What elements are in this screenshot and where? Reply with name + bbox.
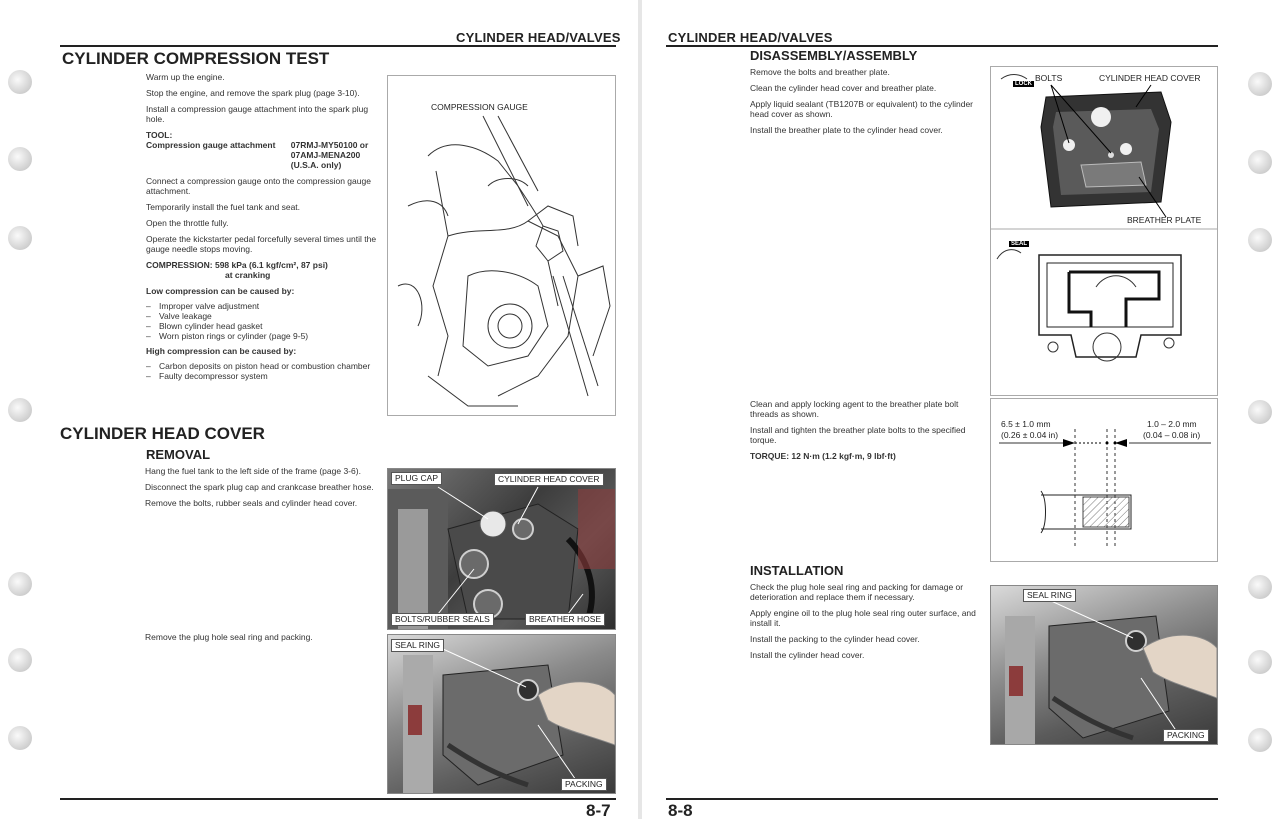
compression-steps xyxy=(146,72,382,381)
photo-label: PLUG CAP xyxy=(391,472,442,485)
binder-hole xyxy=(8,147,32,171)
disassembly-steps xyxy=(750,67,984,135)
tool-heading: TOOL: xyxy=(146,130,173,140)
tool-part: 07RMJ-MY50100 or 07AMJ-MENA200 (U.S.A. only) xyxy=(290,140,369,170)
step-text: Open the throttle fully. xyxy=(146,218,229,228)
step-text: Hang the fuel tank to the left side of the frame (page 3-6). xyxy=(145,466,361,476)
binder-hole xyxy=(8,648,32,672)
installation-photo xyxy=(990,585,1218,745)
photo-label: BOLTS/RUBBER SEALS xyxy=(391,613,494,626)
step-text: Disconnect the spark plug cap and crankcase breather hose. xyxy=(145,482,374,492)
photo-label: SEAL RING xyxy=(391,639,444,652)
list-item: – Worn piston rings or cylinder (page 9-5) xyxy=(146,331,382,341)
low-compression-heading: Low compression can be caused by: xyxy=(146,286,295,296)
binder-hole xyxy=(1248,650,1272,674)
head-cover-photo xyxy=(387,468,616,630)
step-text: Clean and apply locking agent to the breather plate bolt threads as shown. xyxy=(750,399,959,419)
low-compression-list xyxy=(146,301,382,341)
installation-steps xyxy=(750,582,984,660)
step-text: Clean the cylinder head cover and breather plate. xyxy=(750,83,937,93)
figure-label: COMPRESSION GAUGE xyxy=(431,102,528,112)
photo-label: CYLINDER HEAD COVER xyxy=(494,473,604,486)
photo-label: BREATHER HOSE xyxy=(525,613,605,626)
figure-label: BOLTS xyxy=(1035,73,1063,83)
compression-spec xyxy=(146,260,382,270)
binder-hole xyxy=(1248,228,1272,252)
compression-note: at cranking xyxy=(225,270,271,280)
section-title-head-cover: CYLINDER HEAD COVER xyxy=(60,424,265,443)
footer-rule xyxy=(666,798,1218,800)
step-text: Install the breather plate to the cylinder head cover. xyxy=(750,125,943,135)
figure-label: CYLINDER HEAD COVER xyxy=(1099,73,1201,83)
subsection-title-disassembly: DISASSEMBLY/ASSEMBLY xyxy=(750,48,918,63)
high-compression-heading: High compression can be caused by: xyxy=(146,346,297,356)
breather-plate-drawing xyxy=(991,67,1217,395)
figure-label: BREATHER PLATE xyxy=(1127,215,1202,225)
subsection-title-removal: REMOVAL xyxy=(146,447,211,462)
step-text: Apply liquid sealant (TB1207B or equivalent) to the cylinder head cover as shown. xyxy=(750,99,974,119)
step-text: Operate the kickstarter pedal forcefully several times until the gauge needle stops moving. xyxy=(146,234,377,254)
list-item: – Carbon deposits on piston head or combustion chamber xyxy=(146,361,382,371)
subsection-title-installation: INSTALLATION xyxy=(750,563,844,578)
step-text: Stop the engine, and remove the spark plug (page 3-10). xyxy=(146,88,360,98)
step-text: Connect a compression gauge onto the compression gauge attachment. xyxy=(146,176,371,196)
seal-ring-photo-art xyxy=(388,635,615,793)
dimension-label: (0.04 – 0.08 in) xyxy=(1143,430,1201,440)
photo-label: SEAL RING xyxy=(1023,589,1076,602)
binder-hole xyxy=(1248,575,1272,599)
list-item: – Valve leakage xyxy=(146,311,382,321)
step-text: Install the packing to the cylinder head cover. xyxy=(750,634,920,644)
left-page xyxy=(0,0,638,819)
binder-hole xyxy=(8,726,32,750)
motorcycle-gauge-drawing xyxy=(388,76,615,415)
dimension-label: (0.26 ± 0.04 in) xyxy=(1001,430,1059,440)
binder-hole xyxy=(1248,150,1272,174)
step-text: Install and tighten the breather plate bolts to the specified torque. xyxy=(750,425,966,445)
step-text: Remove the bolts and breather plate. xyxy=(750,67,890,77)
step-text: Install a compression gauge attachment into the spark plug hole. xyxy=(146,104,369,124)
seal-ring-photo xyxy=(387,634,616,794)
binder-hole xyxy=(8,70,32,94)
binder-hole xyxy=(1248,728,1272,752)
dimension-label: 6.5 ± 1.0 mm xyxy=(1001,419,1051,429)
removal-steps xyxy=(145,466,381,508)
binder-hole xyxy=(8,226,32,250)
photo-label: PACKING xyxy=(1163,729,1209,742)
step-text: Remove the bolts, rubber seals and cylinder head cover. xyxy=(145,498,358,508)
binder-hole xyxy=(1248,400,1272,424)
tool-row xyxy=(146,140,382,170)
breather-plate-figure xyxy=(990,66,1218,396)
page-number: 8-7 xyxy=(586,801,611,820)
running-header: CYLINDER HEAD/VALVES xyxy=(456,30,621,45)
dimension-label: 1.0 – 2.0 mm xyxy=(1147,419,1197,429)
right-page xyxy=(642,0,1280,819)
torque-label: TORQUE: xyxy=(750,451,790,461)
list-item: – Blown cylinder head gasket xyxy=(146,321,382,331)
list-item: – Faulty decompressor system xyxy=(146,371,382,381)
step-text: Install the cylinder head cover. xyxy=(750,650,865,660)
lock-badge: LOCK xyxy=(1015,81,1032,87)
compression-label: COMPRESSION: xyxy=(146,260,213,270)
bolt-dimension-figure xyxy=(990,398,1218,562)
binder-hole xyxy=(8,572,32,596)
section-title-compression: CYLINDER COMPRESSION TEST xyxy=(62,49,330,68)
list-item: – Improper valve adjustment xyxy=(146,301,382,311)
step-text: Apply engine oil to the plug hole seal ring outer surface, and install it. xyxy=(750,608,976,628)
step-text: Remove the plug hole seal ring and packing. xyxy=(145,632,313,642)
binder-hole xyxy=(1248,72,1272,96)
tool-name: Compression gauge attachment xyxy=(146,140,276,150)
high-compression-list xyxy=(146,361,382,381)
installation-photo-art xyxy=(991,586,1217,744)
running-header: CYLINDER HEAD/VALVES xyxy=(668,30,833,45)
step-text: Temporarily install the fuel tank and seat. xyxy=(146,202,301,212)
footer-rule xyxy=(60,798,616,800)
page-number: 8-8 xyxy=(668,801,693,820)
step-text: Check the plug hole seal ring and packing for damage or deterioration and replace them if necessary. xyxy=(750,582,964,602)
torque-value: 12 N·m (1.2 kgf·m, 9 lbf·ft) xyxy=(791,451,896,461)
binder-hole xyxy=(8,398,32,422)
header-rule xyxy=(666,45,1218,47)
bolt-steps xyxy=(750,399,984,461)
step-text: Warm up the engine. xyxy=(146,72,225,82)
seal-badge: SEAL xyxy=(1011,241,1028,247)
head-cover-photo-art xyxy=(388,469,615,629)
compression-gauge-figure xyxy=(387,75,616,416)
photo-label: PACKING xyxy=(561,778,607,791)
torque-spec xyxy=(750,451,984,461)
compression-value: 598 kPa (6.1 kgf/cm², 87 psi) xyxy=(214,260,328,270)
header-rule xyxy=(60,45,616,47)
